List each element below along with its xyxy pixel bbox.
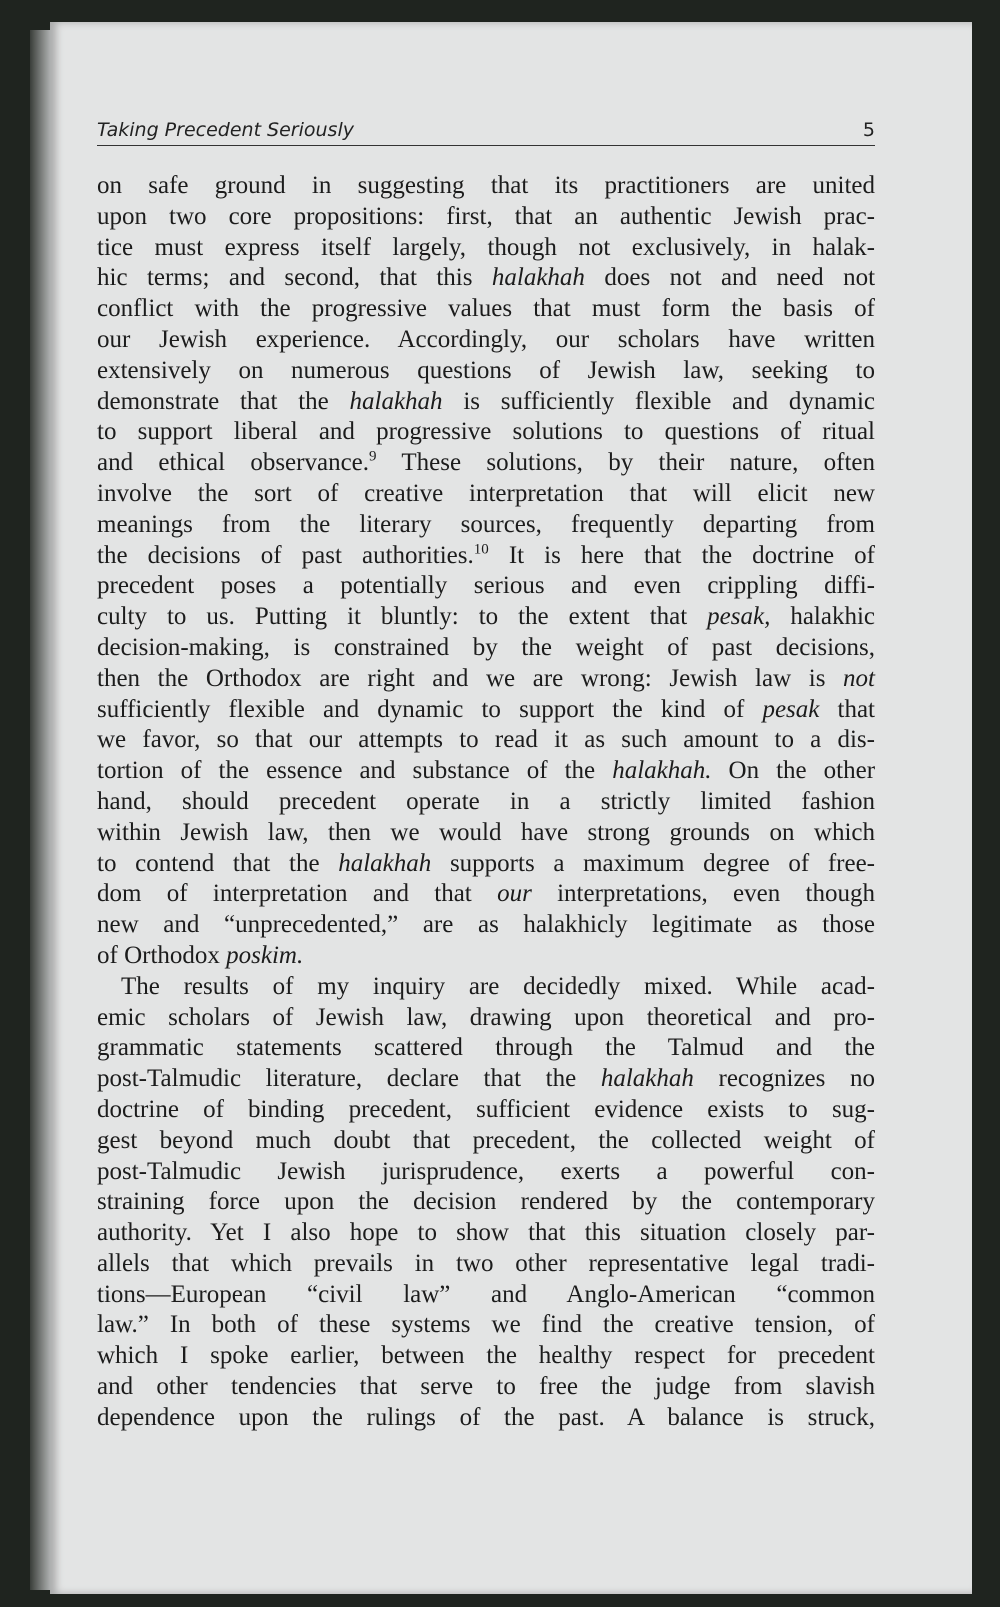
text-line: within Jewish law, then we would have strong grounds on which: [97, 818, 875, 846]
text-line: authority. Yet I also hope to show that this situation closely par-: [97, 1219, 875, 1247]
text-line: straining force upon the decision rendered by the contemporary: [97, 1188, 875, 1216]
text-line: culty to us. Putting it bluntly: to the extent that pesak, halakhic: [97, 603, 876, 631]
text-line: precedent poses a potentially serious and even crippling diffi-: [97, 572, 875, 600]
footnote-ref-10: 10: [473, 541, 489, 558]
text-line: which I spoke earlier, between the healthy respect for precedent: [97, 1342, 875, 1370]
text-line: on safe ground in suggesting that its practitioners are united: [97, 172, 875, 199]
text-line: involve the sort of creative interpretation that will elicit new: [97, 479, 875, 507]
text-line: hic terms; and second, that this halakhah does not and need not: [97, 264, 876, 292]
text-line: grammatic statements scattered through the Talmud and the: [97, 1034, 875, 1062]
book-spine-shadow: [30, 30, 52, 1590]
text-line: hand, should precedent operate in a strictly limited fashion: [97, 787, 875, 815]
text-line: upon two core propositions: first, that an authentic Jewish prac-: [97, 202, 875, 230]
text-line: emic scholars of Jewish law, drawing upon theoretical and pro-: [97, 1003, 875, 1031]
text-line: to contend that the halakhah supports a maximum degree of free-: [97, 849, 876, 877]
text-line: tice must express itself largely, though not exclusively, in halak-: [97, 233, 875, 261]
text-line: tortion of the essence and substance of the halakhah. On the other: [97, 757, 876, 785]
text-line: extensively on numerous questions of Jewish law, seeking to: [97, 356, 875, 384]
text-line: conflict with the progressive values that must form the basis of: [97, 295, 875, 323]
text-line: then the Orthodox are right and we are wrong: Jewish law is not: [97, 664, 875, 692]
text-line: decision-making, is constrained by the weight of past decisions,: [97, 633, 875, 661]
footnote-ref-9: 9: [369, 448, 377, 465]
text-line: allels that which prevails in two other representative legal tradi-: [97, 1249, 875, 1277]
text-line: new and “unprecedented,” are as halakhicly legitimate as those: [97, 911, 875, 939]
text-line: The results of my inquiry are decidedly mixed. While acad-: [121, 972, 875, 1000]
text-line: of Orthodox poskim.: [97, 941, 304, 969]
text-line: post-Talmudic literature, declare that the halakhah recognizes no: [97, 1065, 876, 1093]
text-line: the decisions of past authorities.$^{10}$ It is here that the doctrine of: [97, 541, 875, 569]
body-text: [97, 171, 875, 1434]
text-line: doctrine of binding precedent, sufficient evidence exists to sug-: [97, 1095, 875, 1123]
text-line: dependence upon the rulings of the past. A balance is struck,: [97, 1403, 875, 1431]
text-line: law.” In both of these systems we find the creative tension, of: [97, 1311, 875, 1339]
page-number: 5: [862, 119, 875, 141]
text-line: and ethical observance.$^9$ These solutions, by their nature, often: [97, 448, 875, 477]
running-header: [97, 115, 875, 146]
text-line: to support liberal and progressive solutions to questions of ritual: [97, 418, 875, 446]
text-line: tions—European “civil law” and Anglo-American “common: [97, 1280, 875, 1308]
text-line: our Jewish experience. Accordingly, our scholars have written: [97, 325, 875, 353]
text-line: gest beyond much doubt that precedent, the collected weight of: [97, 1126, 875, 1154]
text-line: and other tendencies that serve to free the judge from slavish: [97, 1373, 875, 1401]
text-line: demonstrate that the halakhah is sufficiently flexible and dynamic: [97, 387, 875, 415]
text-line: meanings from the literary sources, frequently departing from: [97, 510, 875, 538]
text-line: we favor, so that our attempts to read it as such amount to a dis-: [97, 726, 875, 754]
text-line: dom of interpretation and that our interpretations, even though: [97, 880, 876, 908]
text-line: sufficiently flexible and dynamic to support the kind of pesak that: [97, 695, 876, 723]
text-line: post-Talmudic Jewish jurisprudence, exerts a powerful con-: [97, 1157, 875, 1185]
running-title: Taking Precedent Seriously: [97, 119, 354, 141]
